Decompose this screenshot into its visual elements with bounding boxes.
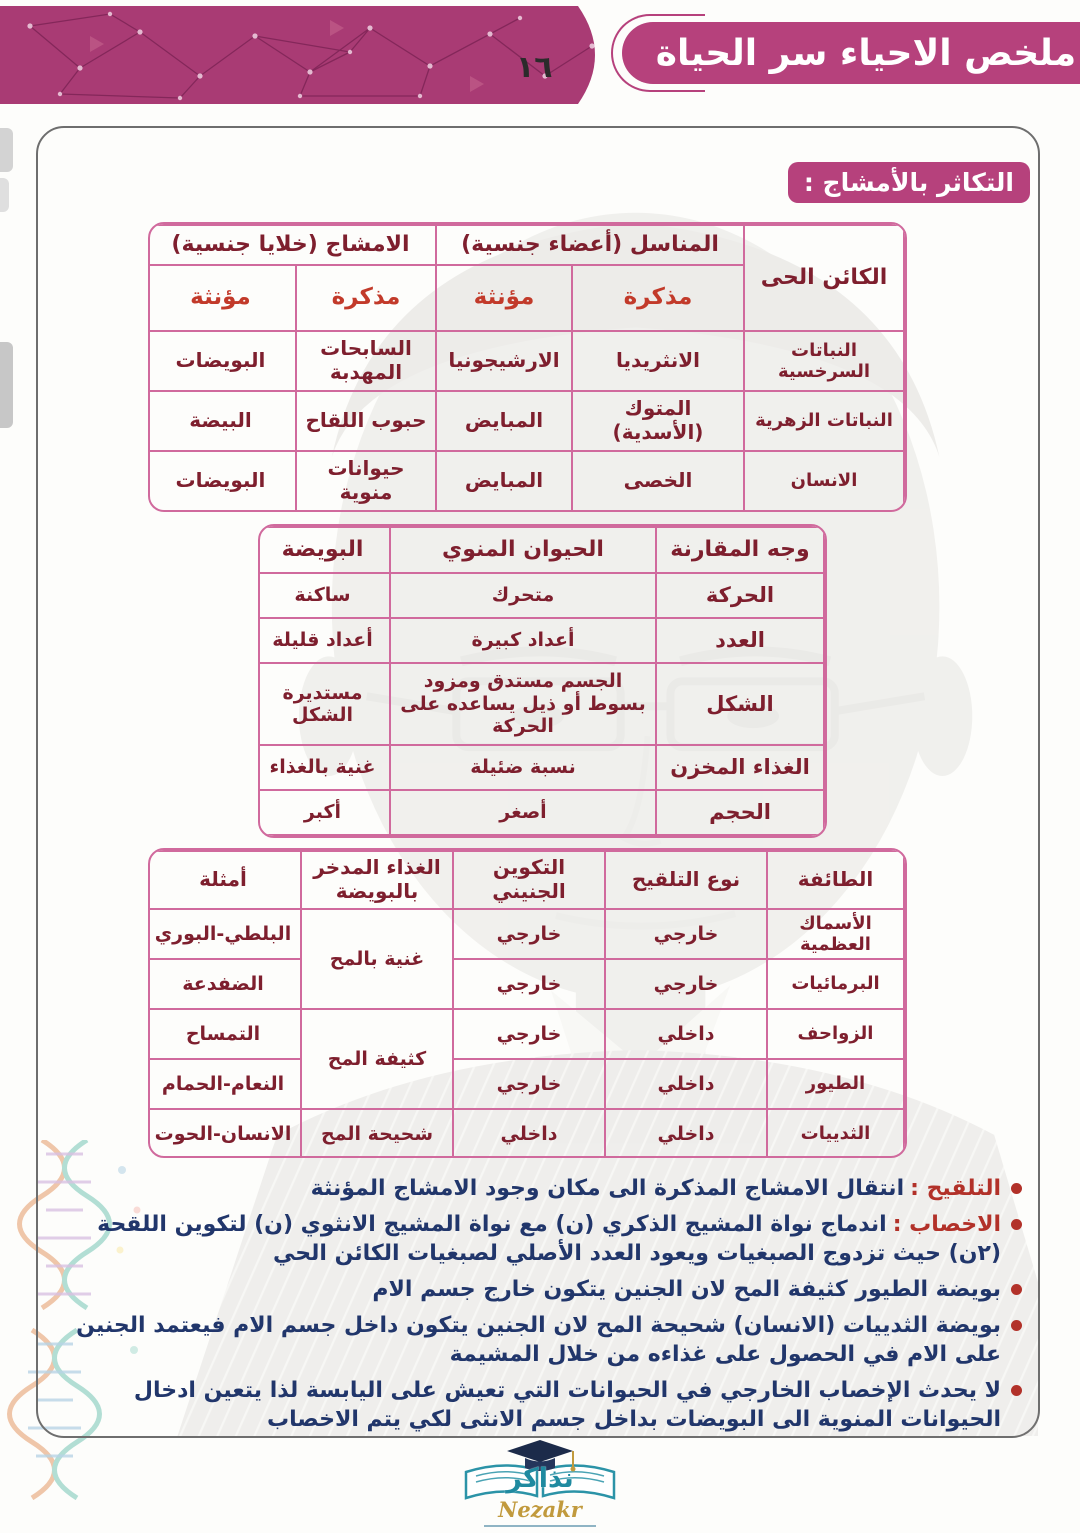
table-row (258, 573, 824, 618)
taxon-cell: البرمائيات (767, 959, 904, 1009)
note-text (64, 1275, 1001, 1304)
aspect-column-header: وجه المقارنة (656, 527, 824, 573)
egg-column-header: البويضة (258, 527, 390, 573)
sperm-cell: نسبة ضئيلة (390, 745, 656, 790)
gametes-male-header: مذكرة (296, 265, 436, 331)
egg-cell: ساكنة (258, 573, 390, 618)
fertilization-cell: خارجي (605, 909, 767, 959)
gametes-table (148, 222, 907, 512)
table-header-row (258, 527, 824, 573)
table-row (148, 909, 904, 959)
brand-name-latin: Nezakr (498, 1497, 582, 1522)
sperm-cell: متحرك (390, 573, 656, 618)
embryo-cell: خارجي (453, 1059, 605, 1109)
examples-cell: الانسان-الحوت (148, 1109, 301, 1158)
bullet-icon (1011, 1385, 1022, 1396)
table-header-row (148, 851, 904, 909)
organism-cell: النباتات الزهرية (744, 391, 904, 451)
table-row (148, 451, 904, 511)
table-row (258, 663, 824, 745)
sperm-egg-comparison-table (258, 524, 827, 838)
table-row (148, 1109, 904, 1158)
page-title: ملخص الاحياء سر الحياة (655, 32, 1077, 74)
yolk-column-header: الغذاء المدخر بالبويضة (301, 851, 453, 909)
gamete-male-cell: السابحات المهدبة (296, 331, 436, 391)
content-frame (36, 126, 1040, 1438)
egg-cell: أكبر (258, 790, 390, 835)
bullet-icon (1011, 1320, 1022, 1331)
page-title-banner (622, 22, 1080, 84)
note-text (64, 1174, 1001, 1203)
fertilization-cell: داخلي (605, 1059, 767, 1109)
sperm-cell: أصغر (390, 790, 656, 835)
table-row (258, 618, 824, 663)
yolk-group-cell: شحيحة المح (301, 1109, 453, 1158)
gonad-male-cell: المتوك (الأسدية) (572, 391, 744, 451)
fertilization-cell: داخلي (605, 1009, 767, 1059)
gametes-table-grid (148, 224, 905, 512)
note-text (64, 1311, 1001, 1369)
note-text (64, 1376, 1001, 1434)
gonads-female-header: مؤنثة (436, 265, 572, 331)
egg-cell: غنية بالغذاء (258, 745, 390, 790)
taxon-cell: الطيور (767, 1059, 904, 1109)
note-term: التلقيح : (910, 1176, 1001, 1201)
embryo-column-header: التكوين الجنيني (453, 851, 605, 909)
table-row (148, 959, 904, 1009)
gamete-male-cell: حيوانات منوية (296, 451, 436, 511)
organism-column-header: الكائن الحى (744, 225, 904, 331)
footer-divider (484, 1525, 596, 1527)
note-text (64, 1210, 1001, 1268)
aspect-cell: الحركة (656, 573, 824, 618)
gamete-female-cell: البيضة (148, 391, 296, 451)
comparison-table-grid (258, 526, 825, 836)
gametes-column-header: الامشاج (خلايا جنسية) (148, 225, 436, 265)
bullet-icon (1011, 1183, 1022, 1194)
brand-logo (454, 1438, 626, 1502)
examples-cell: البلطي-البوري (148, 909, 301, 959)
organism-cell: الانسان (744, 451, 904, 511)
scan-edge-tab (0, 342, 13, 428)
taxon-cell: الثدييات (767, 1109, 904, 1158)
note-body: اندماج نواة المشيج الذكري (ن) مع نواة المشيج الانثوي (ن) لتكوين اللقحة (٢ن) حيث تزدوج الصبغيات ويعود العدد الأصلي لصبغيات الكائن الحي (97, 1212, 1001, 1267)
note-item (64, 1376, 1022, 1434)
note-item (64, 1174, 1022, 1203)
fertilization-column-header: نوع التلقيح (605, 851, 767, 909)
embryo-cell: خارجي (453, 959, 605, 1009)
sperm-cell: أعداد كبيرة (390, 618, 656, 663)
gonad-female-cell: المبايض (436, 451, 572, 511)
bullet-icon (1011, 1219, 1022, 1230)
examples-column-header: أمثلة (148, 851, 301, 909)
aspect-cell: الشكل (656, 663, 824, 745)
gamete-male-cell: حبوب اللقاح (296, 391, 436, 451)
brand-name-arabic: نذاكر (506, 1463, 574, 1494)
gonad-male-cell: الانثريديا (572, 331, 744, 391)
aspect-cell: الحجم (656, 790, 824, 835)
section-title: التكاثر بالأمشاج : (803, 168, 1014, 197)
note-body: بويضة الثدييات (الانسان) شحيحة المح لان الجنين يتكون داخل جسم الام فيعتمد الجنين على الام في الحصول على غذاءه من خلال المشيمة (76, 1313, 1001, 1368)
embryo-cell: داخلي (453, 1109, 605, 1158)
aspect-cell: العدد (656, 618, 824, 663)
yolk-group-cell: غنية بالمح (301, 909, 453, 1009)
gametes-female-header: مؤنثة (148, 265, 296, 331)
notes-list (64, 1174, 1022, 1441)
yolk-group-cell: كثيفة المح (301, 1009, 453, 1109)
embryo-cell: خارجي (453, 909, 605, 959)
examples-cell: التمساح (148, 1009, 301, 1059)
table-row (258, 745, 824, 790)
taxon-cell: الأسماك العظمية (767, 909, 904, 959)
gonads-male-header: مذكرة (572, 265, 744, 331)
table-row (148, 1009, 904, 1059)
scan-edge-tab (0, 128, 13, 172)
page-number: ١٦ (516, 50, 553, 85)
note-body: لا يحدث الإخصاب الخارجي في الحيوانات التي تعيش على اليابسة لذا يتعين ادخال الحيوانات المنوية الى البويضات بداخل جسم الانثى لكي يتم الاخصاب (133, 1378, 1001, 1433)
gamete-female-cell: البويضات (148, 451, 296, 511)
egg-cell: أعداد قليلة (258, 618, 390, 663)
gonads-column-header: المناسل (أعضاء جنسية) (436, 225, 744, 265)
note-item (64, 1311, 1022, 1369)
note-item (64, 1275, 1022, 1304)
table-row (148, 331, 904, 391)
gonad-female-cell: الارشيجونيا (436, 331, 572, 391)
scan-edge-tab (0, 178, 9, 212)
taxon-column-header: الطائفة (767, 851, 904, 909)
note-term: الاخصاب : (892, 1212, 1001, 1238)
sperm-column-header: الحيوان المنوي (390, 527, 656, 573)
bullet-icon (1011, 1284, 1022, 1295)
egg-cell: مستديرة الشكل (258, 663, 390, 745)
note-item (64, 1210, 1022, 1268)
aspect-cell: الغذاء المخزن (656, 745, 824, 790)
table-header-row (148, 225, 904, 265)
examples-cell: الضفدعة (148, 959, 301, 1009)
sperm-cell: الجسم مستدق ومزود بسوط أو ذيل يساعده على الحركة (390, 663, 656, 745)
footer-logo (0, 1438, 1080, 1533)
gamete-female-cell: البويضات (148, 331, 296, 391)
classes-table-grid (148, 850, 905, 1158)
table-row (148, 391, 904, 451)
note-body: بويضة الطيور كثيفة المح لان الجنين يتكون خارج جسم الام (372, 1277, 1001, 1303)
table-row (148, 1059, 904, 1109)
fertilization-cell: خارجي (605, 959, 767, 1009)
examples-cell: النعام-الحمام (148, 1059, 301, 1109)
table-row (258, 790, 824, 835)
fertilization-cell: داخلي (605, 1109, 767, 1158)
classes-fertilization-table (148, 848, 907, 1158)
section-title-badge (788, 162, 1030, 203)
embryo-cell: خارجي (453, 1009, 605, 1059)
note-body: انتقال الامشاج المذكرة الى مكان وجود الامشاج المؤنثة (310, 1176, 905, 1201)
gonad-male-cell: الخصى (572, 451, 744, 511)
gonad-female-cell: المبايض (436, 391, 572, 451)
taxon-cell: الزواحف (767, 1009, 904, 1059)
organism-cell: النباتات السرخسية (744, 331, 904, 391)
